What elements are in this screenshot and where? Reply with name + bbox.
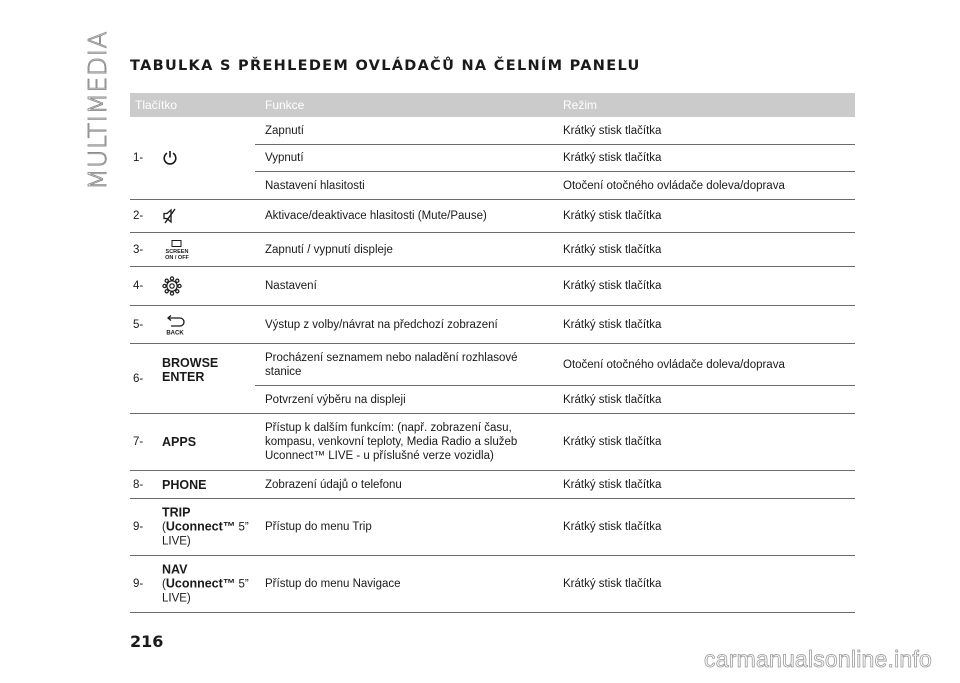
table-row: [130, 200, 855, 233]
icon-label-screen: SCREEN: [165, 248, 189, 255]
power-icon: [162, 150, 178, 166]
row-number: 5-: [133, 318, 144, 331]
function-cell: Potvrzení výběru na displeji: [265, 393, 406, 406]
function-cell: Přístup k dalším funkcím: (např. zobrazení času, kompasu, venkovní teploty, Media Radio a služeb Uconnect™ LIVE - u příslušné verze vozidla): [265, 422, 518, 462]
apps-label: APPS: [162, 435, 197, 449]
browse-enter-label: BROWSE ENTER: [162, 356, 219, 385]
mode-cell: Krátký stisk tlačítka: [563, 578, 662, 590]
trip-label: TRIP (Uconnect™ 5” LIVE): [162, 505, 249, 548]
row-number: 6-: [133, 372, 144, 385]
table-row: [130, 233, 855, 267]
mode-cell: Krátký stisk tlačítka: [563, 478, 662, 491]
row-number: 2-: [133, 210, 144, 222]
table-row: [130, 306, 855, 344]
row-number: 8-: [133, 478, 144, 491]
sub-row: [255, 117, 855, 145]
table-row: [130, 499, 855, 556]
mode-cell: Krátký stisk tlačítka: [563, 436, 662, 448]
row-number: 4-: [133, 280, 144, 292]
row-number: 1-: [133, 152, 144, 164]
watermark: carmanualsonline.info: [704, 646, 932, 672]
row-number: 9-: [133, 578, 144, 590]
mute-icon: [162, 208, 180, 224]
table-row: [130, 471, 855, 499]
nav-label: NAV (Uconnect™ 5” LIVE): [162, 562, 249, 605]
sub-row: [255, 172, 855, 199]
icon-label-back: BACK: [166, 330, 184, 336]
header-mode: Režim: [563, 98, 598, 112]
mode-cell: Krátký stisk tlačítka: [563, 280, 662, 292]
table-row: [130, 267, 855, 306]
mode-cell: Krátký stisk tlačítka: [563, 210, 662, 222]
mode-cell: Krátký stisk tlačítka: [563, 521, 662, 533]
function-cell: Přístup do menu Navigace: [265, 578, 401, 590]
sub-row: [255, 386, 855, 413]
header-button: Tlačítko: [135, 98, 178, 112]
sub-row: [255, 344, 855, 386]
table-header: [130, 93, 855, 117]
function-cell: Vypnutí: [265, 152, 304, 164]
screen-onoff-icon: [162, 240, 192, 260]
mode-cell: Krátký stisk tlačítka: [563, 393, 662, 406]
sub-row: [255, 145, 855, 172]
function-cell: Přístup do menu Trip: [265, 521, 372, 533]
function-cell: Aktivace/deaktivace hlasitosti (Mute/Pause): [265, 210, 487, 222]
table-row: [130, 344, 855, 414]
mode-cell: Otočení otočného ovládače doleva/doprava: [563, 358, 785, 371]
table-row: [130, 556, 855, 613]
row-number: 3-: [133, 243, 144, 256]
phone-label: PHONE: [162, 477, 207, 492]
table-row: [130, 117, 855, 200]
mode-cell: Krátký stisk tlačítka: [563, 318, 662, 331]
function-cell: Nastavení hlasitosti: [265, 179, 365, 192]
icon-label-onoff: ON / OFF: [165, 254, 189, 260]
function-cell: Zobrazení údajů o telefonu: [265, 478, 402, 491]
function-cell: Zapnutí / vypnutí displeje: [265, 243, 393, 256]
back-icon: [162, 314, 188, 336]
mode-cell: Krátký stisk tlačítka: [563, 243, 662, 256]
settings-icon: [162, 276, 182, 296]
row-number: 9-: [133, 521, 144, 533]
function-cell: Procházení seznamem nebo naladění rozhlasové stanice: [265, 351, 518, 378]
row-number: 7-: [133, 436, 144, 448]
header-function: Funkce: [265, 98, 305, 112]
page-title: TABULKA S PŘEHLEDEM OVLÁDAČŮ NA ČELNÍM PANELU: [130, 58, 641, 74]
function-cell: Výstup z volby/návrat na předchozí zobrazení: [265, 318, 498, 331]
function-cell: Zapnutí: [265, 124, 304, 137]
section-side-label: MULTIMEDIA: [83, 30, 113, 190]
function-cell: Nastavení: [265, 280, 317, 292]
table-row: [130, 414, 855, 471]
mode-cell: Otočení otočného ovládače doleva/doprava: [563, 179, 785, 192]
mode-cell: Krátký stisk tlačítka: [563, 152, 662, 164]
page-number: 216: [130, 632, 164, 651]
mode-cell: Krátký stisk tlačítka: [563, 124, 662, 137]
controls-table: [130, 93, 855, 613]
